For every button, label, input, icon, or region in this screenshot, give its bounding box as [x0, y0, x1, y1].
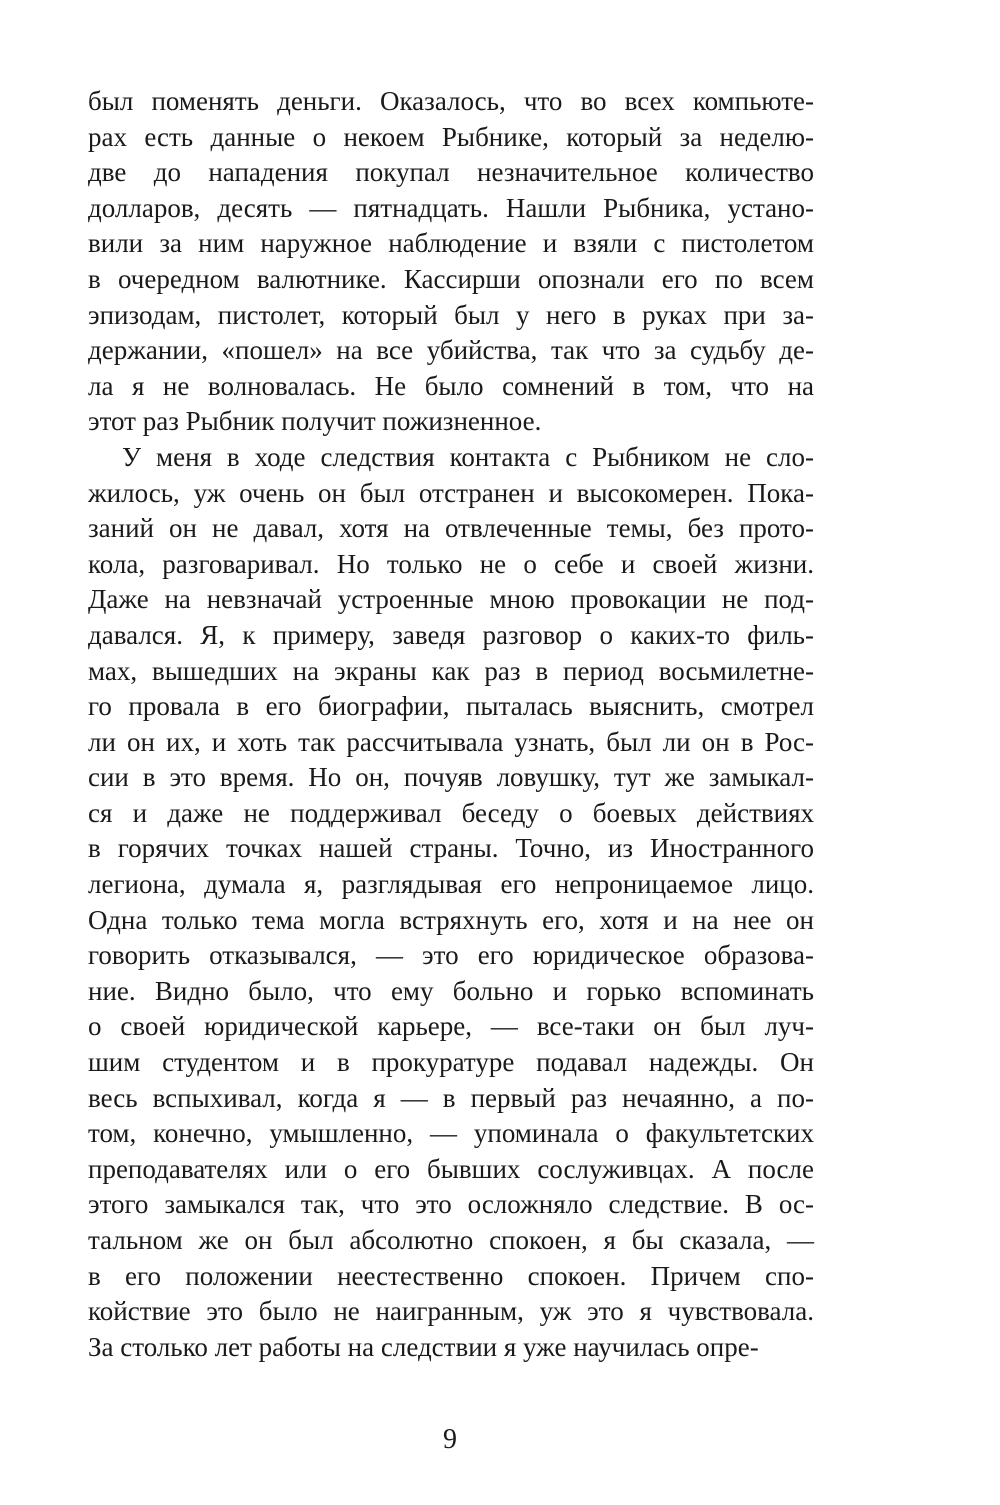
- text-line: этого замыкался так, что это осложняло следствие. В ос-: [88, 1189, 814, 1220]
- text-line: койствие это было не наигранным, уж это я чувствовала.: [88, 1296, 814, 1327]
- text-line: кола, разговаривал. Но только не о себе и своей жизни.: [88, 548, 814, 579]
- text-line: в его положении неестественно спокоен. Причем спо-: [88, 1260, 814, 1291]
- text-line: был поменять деньги. Оказалось, что во всех компьюте-: [88, 86, 814, 116]
- text-line: том, конечно, умышленно, — упоминала о факультетских: [88, 1118, 814, 1149]
- text-line: У меня в ходе следствия контакта с Рыбником не сло-: [122, 441, 814, 472]
- text-line: ла я не волновалась. Не было сомнений в том, что на: [88, 370, 814, 401]
- body-text: [88, 84, 814, 1365]
- text-line: рах есть данные о некоем Рыбнике, который за неделю-: [88, 121, 814, 152]
- text-line: мах, вышедших на экраны как раз в период восьмилетне-: [88, 655, 814, 686]
- text-line: шим студентом и в прокуратуре подавал надежды. Он: [88, 1047, 814, 1078]
- text-line: сии в это время. Но он, почуяв ловушку, тут же замыкал-: [88, 762, 814, 793]
- text-line: вили за ним наружное наблюдение и взяли с пистолетом: [88, 228, 814, 259]
- text-line: легиона, думала я, разглядывая его непроницаемое лицо.: [88, 869, 814, 900]
- text-line: держании, «пошел» на все убийства, так что за судьбу де-: [88, 335, 814, 366]
- text-line: этот раз Рыбник получит пожизненное.: [88, 406, 542, 437]
- text-line: эпизодам, пистолет, который был у него в руках при за-: [88, 299, 814, 330]
- text-line: тальном же он был абсолютно спокоен, я бы сказала, —: [88, 1225, 814, 1255]
- text-line: о своей юридической карьере, — все-таки он был луч-: [88, 1011, 814, 1042]
- text-line: преподавателях или о его бывших сослуживцах. А после: [88, 1153, 814, 1184]
- text-line: заний он не давал, хотя на отвлеченные темы, без прото-: [88, 513, 814, 544]
- text-line: две до нападения покупал незначительное количество: [88, 157, 814, 188]
- text-line: ли он их, и хоть так рассчитывала узнать, был ли он в Рос-: [88, 726, 814, 757]
- text-line: говорить отказывался, — это его юридическое образова-: [88, 940, 814, 971]
- page-number: 9: [443, 1424, 457, 1455]
- text-line: весь вспыхивал, когда я — в первый раз нечаянно, а по-: [88, 1082, 814, 1113]
- text-line: долларов, десять — пятнадцать. Нашли Рыбника, устано-: [88, 192, 814, 223]
- text-line: ние. Видно было, что ему больно и горько вспоминать: [88, 975, 814, 1006]
- text-line: давался. Я, к примеру, заведя разговор о каких-то филь-: [88, 619, 814, 650]
- text-line: в очередном валютнике. Кассирши опознали его по всем: [88, 263, 814, 294]
- text-line: Даже на невзначай устроенные мною провокации не под-: [88, 584, 814, 615]
- text-line: ся и даже не поддерживал беседу о боевых действиях: [88, 797, 814, 828]
- text-line: За столько лет работы на следствии я уже научилась опре-: [88, 1331, 759, 1362]
- text-line: го провала в его биографии, пыталась выяснить, смотрел: [88, 691, 814, 722]
- text-line: в горячих точках нашей страны. Точно, из Иностранного: [88, 833, 814, 864]
- text-line: жилось, уж очень он был отстранен и высокомерен. Пока-: [88, 477, 814, 508]
- text-line: Одна только тема могла встряхнуть его, хотя и на нее он: [88, 904, 814, 935]
